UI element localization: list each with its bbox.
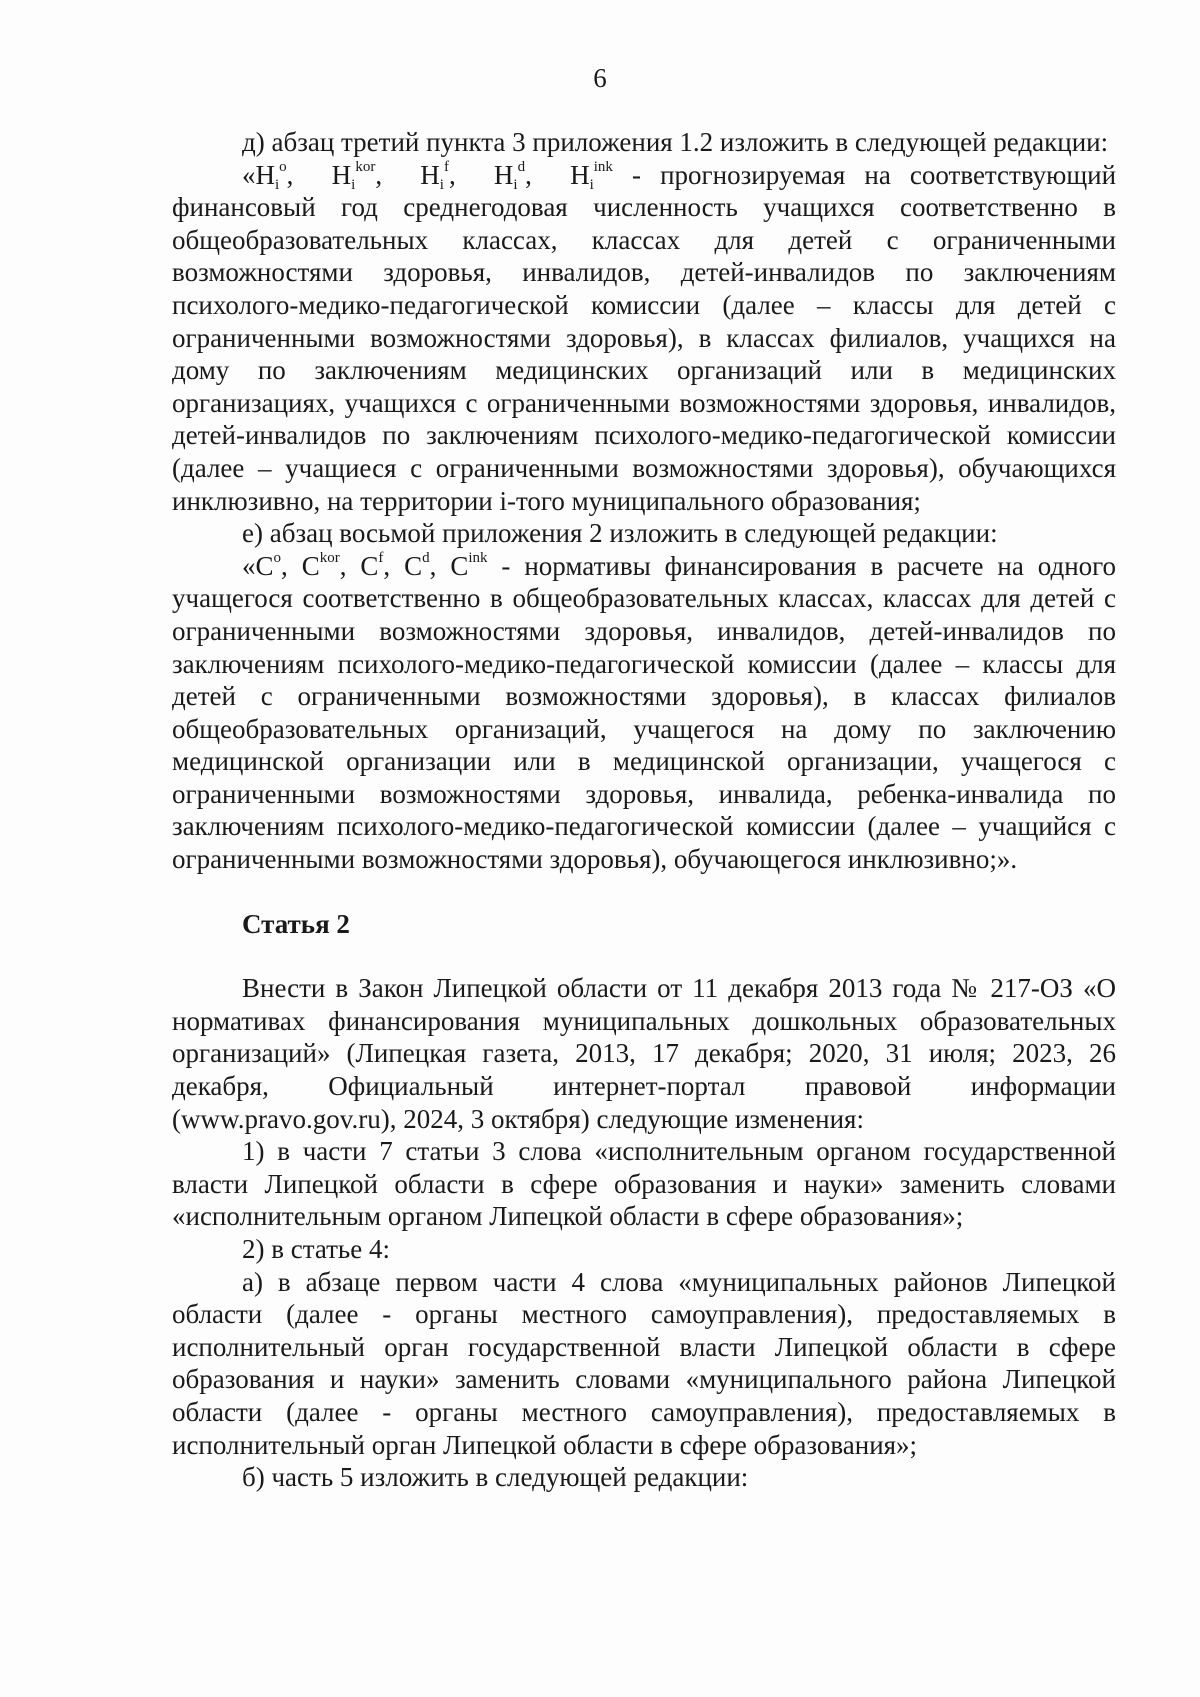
spacer xyxy=(172,876,1116,908)
formula-c-d: $С^d$ xyxy=(404,549,430,581)
section-e-definition-text: - нормативы финансирования в расчете на одного учащегося соответственно в общеобразовательных классах, классах для детей с ограниченными возможностями здоровья, инвалидов, детей-инвалидов по заключениям психолого-медико-педагогической комиссии (далее – классы для детей с ограниченными возможностями здоровья), в классах филиалов общеобразовательных организаций, учащегося на дому по заключению медицинской организации или в медицинской организации, учащегося с ограниченными возможностями здоровья, инвалида, ребенка-инвалида по заключениям психолого-медико-педагогической комиссии (далее – учащийся с ограниченными возможностями здоровья), обучающегося инклюзивно;». xyxy=(172,550,1117,875)
formula-h-d: $Н_i^d$ xyxy=(493,158,526,193)
section-d-definition: «$Н_i^o$, $Н_i^{kor}$, $Н_i^f$, $Н_i^d$, $Н_i^{ink}$ - прогнозируемая на соответствующий финансовый год среднегодовая численность учащихся соответственно в общеобразовательных классах, классах для детей с ограниченными возможностями здоровья, инвалидов, детей-инвалидов по заключениям психолого-медико-педагогической комиссии (далее – классы для детей с ограниченными возможностями здоровья), в классах филиалов, учащихся на дому по заключениям медицинских организаций или в медицинских организациях, учащихся с ограниченными возможностями здоровья, инвалидов, детей-инвалидов по заключениям психолого-медико-педагогической комиссии (далее – учащиеся с ограниченными возможностями здоровья), обучающихся инклюзивно, на территории i-того муниципального образования; xyxy=(172,158,1117,516)
formula-h-ink: $Н_i^{ink}$ xyxy=(570,158,613,193)
formula-h-o: $Н_i^o$ xyxy=(255,158,287,193)
formula-h-f: $Н_i^f$ xyxy=(420,158,449,193)
article-2-item-2b: б) часть 5 изложить в следующей редакции: xyxy=(242,1462,749,1493)
article-2-intro: Внести в Закон Липецкой области от 11 декабря 2013 года № 217-ОЗ «О нормативах финансирования муниципальных дошкольных образовательных организаций» (Липецкая газета, 2013, 17 декабря; 2020, 31 июля; 2023, 26 декабря, Официальный интернет-портал правовой информации (www.pravo.gov.ru), 2024, 3 октября) следующие изменения: xyxy=(172,973,1116,1134)
formula-c-kor: $С^{kor}$ xyxy=(301,549,340,581)
section-e-intro: е) абзац восьмой приложения 2 изложить в следующей редакции: xyxy=(242,518,998,549)
section-e-definition: «$С^o$, $С^{kor}$, $С^f$, $С^d$, $С^{ink}$ - нормативы финансирования в расчете на одного учащегося соответственно в общеобразовательных классах, классах для детей с ограниченными возможностями здоровья, инвалидов, детей-инвалидов по заключениям психолого-медико-педагогической комиссии (далее – классы для детей с ограниченными возможностями здоровья), в классах филиалов общеобразовательных организаций, учащегося на дому по заключению медицинской организации или в медицинской организации, учащегося с ограниченными возможностями здоровья, инвалида, ребенка-инвалида по заключениям психолого-медико-педагогической комиссии (далее – учащийся с ограниченными возможностями здоровья), обучающегося инклюзивно;». xyxy=(172,549,1117,875)
formula-c-o: $С^o$ xyxy=(255,549,282,581)
formula-c-ink: $С^{ink}$ xyxy=(450,549,488,581)
document-body xyxy=(172,126,1116,1494)
article-2-item-1: 1) в части 7 статьи 3 слова «исполнительным органом государственной власти Липецкой области в сфере образования и науки» заменить словами «исполнительным органом Липецкой области в сфере образования»; xyxy=(172,1136,1116,1232)
article-2-item-2: 2) в статье 4: xyxy=(242,1234,390,1264)
page-number: 6 xyxy=(593,63,607,93)
open-quote: « xyxy=(242,550,256,581)
formula-h-kor: $Н_i^{kor}$ xyxy=(331,158,376,193)
spacer xyxy=(172,940,1116,972)
formula-c-f: $С^f$ xyxy=(360,549,384,581)
open-quote: « xyxy=(242,159,256,190)
article-2-item-2a: а) в абзаце первом части 4 слова «муниципальных районов Липецкой области (далее - органы местного самоуправления), предоставляемых в исполнительный орган государственной власти Липецкой области в сфере образования и науки» заменить словами «муниципального района Липецкой области (далее - органы местного самоуправления), предоставляемых в исполнительный орган Липецкой области в сфере образования»; xyxy=(172,1266,1116,1460)
article-2-heading: Статья 2 xyxy=(242,908,350,939)
section-d-intro: д) абзац третий пункта 3 приложения 1.2 изложить в следующей редакции: xyxy=(242,127,1109,157)
section-d-definition-text: - прогнозируемая на соответствующий финансовый год среднегодовая численность учащихся соответственно в общеобразовательных классах, классах для детей с ограниченными возможностями здоровья, инвалидов, детей-инвалидов по заключениям психолого-медико-педагогической комиссии (далее – классы для детей с ограниченными возможностями здоровья), в классах филиалов, учащихся на дому по заключениям медицинских организаций или в медицинских организациях, учащихся с ограниченными возможностями здоровья, инвалидов, детей-инвалидов по заключениям психолого-медико-педагогической комиссии (далее – учащиеся с ограниченными возможностями здоровья), обучающихся инклюзивно, на территории i-того муниципального образования; xyxy=(172,159,1117,516)
